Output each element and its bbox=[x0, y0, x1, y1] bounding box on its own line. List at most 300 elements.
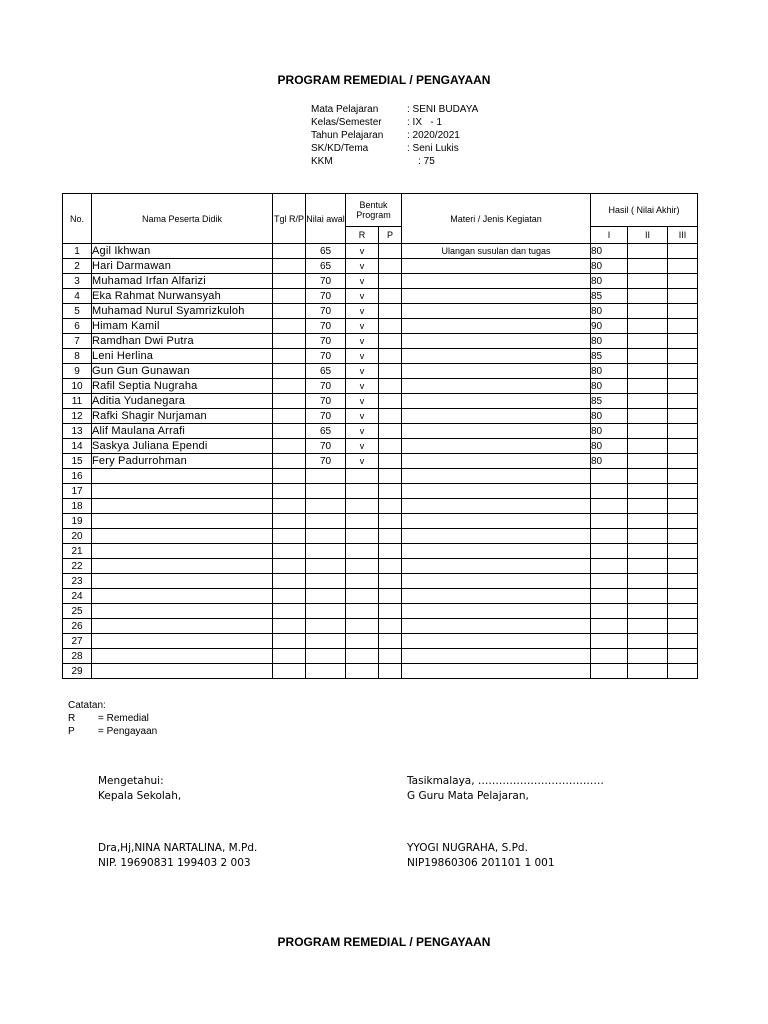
cell-nilai-awal: 70 bbox=[306, 439, 346, 454]
cell-hasil-2 bbox=[628, 259, 668, 274]
cell-hasil-3 bbox=[668, 484, 698, 499]
cell-remedial: v bbox=[346, 439, 379, 454]
cell-hasil-3 bbox=[668, 319, 698, 334]
cell-hasil-3 bbox=[668, 619, 698, 634]
cell-materi bbox=[402, 544, 591, 559]
cell-no: 5 bbox=[63, 304, 92, 319]
cell-no: 20 bbox=[63, 529, 92, 544]
cell-materi bbox=[402, 574, 591, 589]
cell-tgl bbox=[273, 499, 306, 514]
info-label: SK/KD/Tema bbox=[311, 143, 369, 154]
cell-pengayaan bbox=[379, 559, 402, 574]
cell-student-name: Eka Rahmat Nurwansyah bbox=[92, 289, 273, 304]
cell-hasil-3 bbox=[668, 529, 698, 544]
cell-hasil-2 bbox=[628, 559, 668, 574]
cell-remedial: v bbox=[346, 379, 379, 394]
cell-no: 11 bbox=[63, 394, 92, 409]
table-row bbox=[63, 334, 698, 349]
cell-hasil-1 bbox=[591, 559, 628, 574]
cell-hasil-1 bbox=[591, 484, 628, 499]
cell-tgl bbox=[273, 514, 306, 529]
cell-remedial bbox=[346, 559, 379, 574]
cell-remedial bbox=[346, 649, 379, 664]
cell-nilai-awal bbox=[306, 649, 346, 664]
cell-hasil-3 bbox=[668, 334, 698, 349]
cell-tgl bbox=[273, 544, 306, 559]
info-row bbox=[311, 129, 478, 142]
cell-hasil-2 bbox=[628, 394, 668, 409]
cell-nilai-awal bbox=[306, 604, 346, 619]
cell-nilai-awal: 65 bbox=[306, 364, 346, 379]
cell-hasil-2 bbox=[628, 574, 668, 589]
cell-hasil-1: 80 bbox=[591, 244, 628, 259]
cell-no: 13 bbox=[63, 424, 92, 439]
note-key: P bbox=[68, 726, 75, 737]
cell-hasil-2 bbox=[628, 484, 668, 499]
cell-hasil-3 bbox=[668, 559, 698, 574]
cell-student-name bbox=[92, 574, 273, 589]
cell-pengayaan bbox=[379, 334, 402, 349]
cell-nilai-awal bbox=[306, 544, 346, 559]
cell-tgl bbox=[273, 379, 306, 394]
table-row bbox=[63, 349, 698, 364]
cell-tgl bbox=[273, 244, 306, 259]
cell-tgl bbox=[273, 409, 306, 424]
cell-hasil-1 bbox=[591, 574, 628, 589]
cell-remedial: v bbox=[346, 409, 379, 424]
header-p: P bbox=[379, 227, 402, 244]
cell-hasil-1: 80 bbox=[591, 424, 628, 439]
info-value: : SENI BUDAYA bbox=[407, 104, 479, 115]
cell-remedial bbox=[346, 619, 379, 634]
cell-remedial bbox=[346, 469, 379, 484]
cell-tgl bbox=[273, 559, 306, 574]
cell-materi bbox=[402, 454, 591, 469]
cell-nilai-awal: 70 bbox=[306, 304, 346, 319]
cell-hasil-2 bbox=[628, 514, 668, 529]
cell-hasil-3 bbox=[668, 394, 698, 409]
cell-no: 2 bbox=[63, 259, 92, 274]
cell-materi bbox=[402, 394, 591, 409]
table-row bbox=[63, 559, 698, 574]
cell-student-name bbox=[92, 649, 273, 664]
cell-pengayaan bbox=[379, 454, 402, 469]
table-row bbox=[63, 529, 698, 544]
cell-hasil-1 bbox=[591, 664, 628, 679]
cell-remedial: v bbox=[346, 244, 379, 259]
cell-pengayaan bbox=[379, 289, 402, 304]
cell-remedial: v bbox=[346, 394, 379, 409]
cell-tgl bbox=[273, 664, 306, 679]
header-hasil-2: II bbox=[628, 227, 668, 244]
cell-student-name bbox=[92, 514, 273, 529]
cell-no: 29 bbox=[63, 664, 92, 679]
table-row bbox=[63, 604, 698, 619]
cell-nilai-awal: 70 bbox=[306, 394, 346, 409]
cell-hasil-3 bbox=[668, 499, 698, 514]
cell-pengayaan bbox=[379, 304, 402, 319]
cell-hasil-1 bbox=[591, 649, 628, 664]
cell-remedial: v bbox=[346, 349, 379, 364]
table-row bbox=[63, 259, 698, 274]
note-key: R bbox=[68, 713, 76, 724]
cell-materi bbox=[402, 424, 591, 439]
cell-hasil-1 bbox=[591, 514, 628, 529]
cell-student-name: Gun Gun Gunawan bbox=[92, 364, 273, 379]
cell-pengayaan bbox=[379, 604, 402, 619]
cell-pengayaan bbox=[379, 379, 402, 394]
table-row bbox=[63, 379, 698, 394]
cell-pengayaan bbox=[379, 664, 402, 679]
cell-materi bbox=[402, 559, 591, 574]
cell-nilai-awal: 70 bbox=[306, 379, 346, 394]
cell-remedial bbox=[346, 664, 379, 679]
cell-hasil-1 bbox=[591, 619, 628, 634]
cell-student-name bbox=[92, 664, 273, 679]
cell-student-name: Rafil Septia Nugraha bbox=[92, 379, 273, 394]
cell-nilai-awal: 65 bbox=[306, 259, 346, 274]
cell-materi bbox=[402, 259, 591, 274]
note-item bbox=[68, 712, 157, 725]
table-row bbox=[63, 364, 698, 379]
cell-student-name: Fery Padurrohman bbox=[92, 454, 273, 469]
info-row bbox=[311, 116, 478, 129]
cell-hasil-2 bbox=[628, 589, 668, 604]
document-title: PROGRAM REMEDIAL / PENGAYAAN bbox=[277, 73, 491, 87]
cell-tgl bbox=[273, 469, 306, 484]
cell-hasil-1 bbox=[591, 604, 628, 619]
info-label: Kelas/Semester bbox=[311, 117, 382, 128]
cell-hasil-2 bbox=[628, 634, 668, 649]
signature-name: Dra,Hj,NINA NARTALINA, M.Pd. bbox=[98, 842, 258, 854]
cell-no: 10 bbox=[63, 379, 92, 394]
cell-no: 27 bbox=[63, 634, 92, 649]
cell-pengayaan bbox=[379, 619, 402, 634]
cell-hasil-1 bbox=[591, 469, 628, 484]
cell-student-name bbox=[92, 484, 273, 499]
cell-hasil-2 bbox=[628, 289, 668, 304]
cell-tgl bbox=[273, 349, 306, 364]
signature-place-date: Tasikmalaya, ……………………………… bbox=[407, 775, 604, 787]
cell-hasil-1: 80 bbox=[591, 304, 628, 319]
cell-materi bbox=[402, 589, 591, 604]
cell-materi bbox=[402, 499, 591, 514]
cell-student-name: Muhamad Irfan Alfarizi bbox=[92, 274, 273, 289]
cell-hasil-1: 80 bbox=[591, 379, 628, 394]
cell-student-name bbox=[92, 619, 273, 634]
cell-pengayaan bbox=[379, 574, 402, 589]
cell-remedial bbox=[346, 589, 379, 604]
cell-nilai-awal bbox=[306, 589, 346, 604]
cell-student-name bbox=[92, 529, 273, 544]
cell-remedial bbox=[346, 604, 379, 619]
signature-role: Kepala Sekolah, bbox=[98, 790, 182, 802]
cell-hasil-1: 80 bbox=[591, 364, 628, 379]
cell-student-name bbox=[92, 469, 273, 484]
cell-no: 3 bbox=[63, 274, 92, 289]
cell-tgl bbox=[273, 274, 306, 289]
cell-tgl bbox=[273, 439, 306, 454]
cell-hasil-3 bbox=[668, 649, 698, 664]
cell-tgl bbox=[273, 424, 306, 439]
cell-hasil-2 bbox=[628, 499, 668, 514]
cell-pengayaan bbox=[379, 589, 402, 604]
cell-hasil-1 bbox=[591, 529, 628, 544]
table-row bbox=[63, 544, 698, 559]
note-item bbox=[68, 725, 157, 738]
remedial-table bbox=[62, 193, 698, 679]
cell-hasil-1: 85 bbox=[591, 394, 628, 409]
cell-materi bbox=[402, 274, 591, 289]
cell-pengayaan bbox=[379, 274, 402, 289]
table-row bbox=[63, 244, 698, 259]
cell-hasil-3 bbox=[668, 439, 698, 454]
signature-nip: NIP19860306 201101 1 001 bbox=[407, 857, 555, 869]
cell-pengayaan bbox=[379, 439, 402, 454]
cell-hasil-2 bbox=[628, 409, 668, 424]
cell-remedial bbox=[346, 634, 379, 649]
cell-no: 12 bbox=[63, 409, 92, 424]
cell-no: 7 bbox=[63, 334, 92, 349]
table-row bbox=[63, 274, 698, 289]
table-row bbox=[63, 664, 698, 679]
cell-hasil-1: 80 bbox=[591, 259, 628, 274]
cell-hasil-3 bbox=[668, 424, 698, 439]
cell-materi bbox=[402, 649, 591, 664]
cell-tgl bbox=[273, 304, 306, 319]
cell-nilai-awal bbox=[306, 574, 346, 589]
cell-nilai-awal: 65 bbox=[306, 244, 346, 259]
cell-materi bbox=[402, 439, 591, 454]
cell-tgl bbox=[273, 394, 306, 409]
cell-pengayaan bbox=[379, 319, 402, 334]
cell-tgl bbox=[273, 334, 306, 349]
table-row bbox=[63, 424, 698, 439]
cell-no: 8 bbox=[63, 349, 92, 364]
info-value: : Seni Lukis bbox=[407, 143, 459, 154]
cell-remedial bbox=[346, 544, 379, 559]
header-materi: Materi / Jenis Kegiatan bbox=[402, 194, 591, 244]
cell-nilai-awal bbox=[306, 664, 346, 679]
cell-hasil-1 bbox=[591, 634, 628, 649]
cell-nilai-awal: 70 bbox=[306, 349, 346, 364]
table-row bbox=[63, 469, 698, 484]
cell-pengayaan bbox=[379, 409, 402, 424]
cell-hasil-3 bbox=[668, 259, 698, 274]
cell-pengayaan bbox=[379, 634, 402, 649]
table-row bbox=[63, 289, 698, 304]
header-tgl: Tgl R/P bbox=[273, 194, 306, 244]
cell-student-name: Leni Herlina bbox=[92, 349, 273, 364]
table-row bbox=[63, 649, 698, 664]
cell-hasil-3 bbox=[668, 379, 698, 394]
info-value: : 75 bbox=[407, 156, 435, 167]
cell-hasil-3 bbox=[668, 244, 698, 259]
cell-tgl bbox=[273, 259, 306, 274]
cell-hasil-3 bbox=[668, 274, 698, 289]
cell-remedial: v bbox=[346, 274, 379, 289]
cell-tgl bbox=[273, 604, 306, 619]
cell-student-name bbox=[92, 589, 273, 604]
cell-student-name bbox=[92, 499, 273, 514]
cell-no: 26 bbox=[63, 619, 92, 634]
cell-hasil-2 bbox=[628, 244, 668, 259]
cell-pengayaan bbox=[379, 544, 402, 559]
cell-hasil-3 bbox=[668, 604, 698, 619]
info-label: Mata Pelajaran bbox=[311, 104, 379, 115]
cell-student-name: Alif Maulana Arrafi bbox=[92, 424, 273, 439]
cell-materi bbox=[402, 349, 591, 364]
cell-hasil-3 bbox=[668, 409, 698, 424]
cell-hasil-2 bbox=[628, 424, 668, 439]
cell-nilai-awal: 70 bbox=[306, 454, 346, 469]
info-label: KKM bbox=[311, 156, 333, 167]
cell-materi bbox=[402, 379, 591, 394]
table-row bbox=[63, 304, 698, 319]
info-value: : 2020/2021 bbox=[407, 130, 460, 141]
cell-no: 24 bbox=[63, 589, 92, 604]
cell-no: 14 bbox=[63, 439, 92, 454]
info-label: Tahun Pelajaran bbox=[311, 130, 384, 141]
cell-nilai-awal bbox=[306, 499, 346, 514]
cell-materi bbox=[402, 469, 591, 484]
cell-student-name bbox=[92, 544, 273, 559]
cell-no: 28 bbox=[63, 649, 92, 664]
table-row bbox=[63, 409, 698, 424]
cell-tgl bbox=[273, 319, 306, 334]
cell-student-name: Hari Darmawan bbox=[92, 259, 273, 274]
cell-materi bbox=[402, 364, 591, 379]
cell-student-name: Himam Kamil bbox=[92, 319, 273, 334]
cell-hasil-2 bbox=[628, 349, 668, 364]
cell-remedial: v bbox=[346, 304, 379, 319]
cell-hasil-2 bbox=[628, 274, 668, 289]
table-row bbox=[63, 439, 698, 454]
cell-tgl bbox=[273, 454, 306, 469]
cell-hasil-2 bbox=[628, 319, 668, 334]
cell-remedial: v bbox=[346, 289, 379, 304]
document-title-repeat: PROGRAM REMEDIAL / PENGAYAAN bbox=[277, 935, 491, 949]
cell-hasil-2 bbox=[628, 619, 668, 634]
cell-hasil-2 bbox=[628, 454, 668, 469]
cell-hasil-2 bbox=[628, 664, 668, 679]
cell-materi bbox=[402, 619, 591, 634]
cell-no: 16 bbox=[63, 469, 92, 484]
table-row bbox=[63, 319, 698, 334]
cell-nilai-awal bbox=[306, 514, 346, 529]
cell-no: 25 bbox=[63, 604, 92, 619]
cell-pengayaan bbox=[379, 484, 402, 499]
cell-hasil-3 bbox=[668, 454, 698, 469]
cell-hasil-1: 90 bbox=[591, 319, 628, 334]
cell-hasil-2 bbox=[628, 334, 668, 349]
signature-teacher bbox=[407, 774, 604, 871]
cell-materi bbox=[402, 484, 591, 499]
signature-name: YYOGI NUGRAHA, S.Pd. bbox=[407, 842, 528, 854]
cell-nilai-awal: 70 bbox=[306, 274, 346, 289]
cell-materi bbox=[402, 334, 591, 349]
cell-hasil-2 bbox=[628, 439, 668, 454]
cell-materi bbox=[402, 304, 591, 319]
cell-pengayaan bbox=[379, 529, 402, 544]
header-hasil-1: I bbox=[591, 227, 628, 244]
info-row bbox=[311, 142, 478, 155]
cell-hasil-1: 80 bbox=[591, 409, 628, 424]
notes bbox=[68, 699, 157, 738]
cell-nilai-awal: 70 bbox=[306, 409, 346, 424]
cell-student-name bbox=[92, 604, 273, 619]
cell-nilai-awal bbox=[306, 634, 346, 649]
cell-remedial: v bbox=[346, 364, 379, 379]
cell-materi bbox=[402, 289, 591, 304]
cell-hasil-3 bbox=[668, 469, 698, 484]
cell-hasil-3 bbox=[668, 664, 698, 679]
cell-hasil-2 bbox=[628, 364, 668, 379]
cell-hasil-3 bbox=[668, 304, 698, 319]
table-row bbox=[63, 619, 698, 634]
header-r: R bbox=[346, 227, 379, 244]
cell-materi bbox=[402, 514, 591, 529]
notes-heading: Catatan: bbox=[68, 700, 106, 711]
cell-hasil-1 bbox=[591, 544, 628, 559]
table-row bbox=[63, 484, 698, 499]
cell-hasil-2 bbox=[628, 604, 668, 619]
cell-materi bbox=[402, 664, 591, 679]
cell-no: 18 bbox=[63, 499, 92, 514]
cell-no: 15 bbox=[63, 454, 92, 469]
cell-no: 21 bbox=[63, 544, 92, 559]
info-row bbox=[311, 155, 478, 168]
table-row bbox=[63, 574, 698, 589]
cell-remedial: v bbox=[346, 334, 379, 349]
header-nilai-awal: Nilai awal bbox=[306, 194, 346, 244]
cell-remedial bbox=[346, 514, 379, 529]
cell-remedial: v bbox=[346, 424, 379, 439]
header-hasil: Hasil ( Nilai Akhir) bbox=[591, 194, 698, 227]
cell-tgl bbox=[273, 649, 306, 664]
cell-tgl bbox=[273, 484, 306, 499]
cell-student-name bbox=[92, 559, 273, 574]
cell-remedial bbox=[346, 484, 379, 499]
cell-tgl bbox=[273, 619, 306, 634]
cell-nilai-awal bbox=[306, 619, 346, 634]
cell-pengayaan bbox=[379, 364, 402, 379]
cell-nilai-awal bbox=[306, 484, 346, 499]
cell-nilai-awal: 70 bbox=[306, 334, 346, 349]
cell-hasil-1: 80 bbox=[591, 274, 628, 289]
header-bentuk-program: Bentuk Program bbox=[346, 194, 402, 227]
cell-nilai-awal bbox=[306, 529, 346, 544]
signature-role: G Guru Mata Pelajaran, bbox=[407, 790, 529, 802]
cell-materi bbox=[402, 529, 591, 544]
cell-tgl bbox=[273, 634, 306, 649]
cell-hasil-3 bbox=[668, 574, 698, 589]
cell-pengayaan bbox=[379, 649, 402, 664]
cell-pengayaan bbox=[379, 394, 402, 409]
cell-no: 1 bbox=[63, 244, 92, 259]
header-name: Nama Peserta Didik bbox=[92, 194, 273, 244]
cell-remedial: v bbox=[346, 454, 379, 469]
cell-tgl bbox=[273, 289, 306, 304]
cell-pengayaan bbox=[379, 469, 402, 484]
cell-hasil-1 bbox=[591, 589, 628, 604]
cell-hasil-3 bbox=[668, 514, 698, 529]
cell-hasil-1 bbox=[591, 499, 628, 514]
cell-hasil-3 bbox=[668, 634, 698, 649]
cell-hasil-2 bbox=[628, 379, 668, 394]
cell-hasil-1: 80 bbox=[591, 439, 628, 454]
cell-pengayaan bbox=[379, 514, 402, 529]
